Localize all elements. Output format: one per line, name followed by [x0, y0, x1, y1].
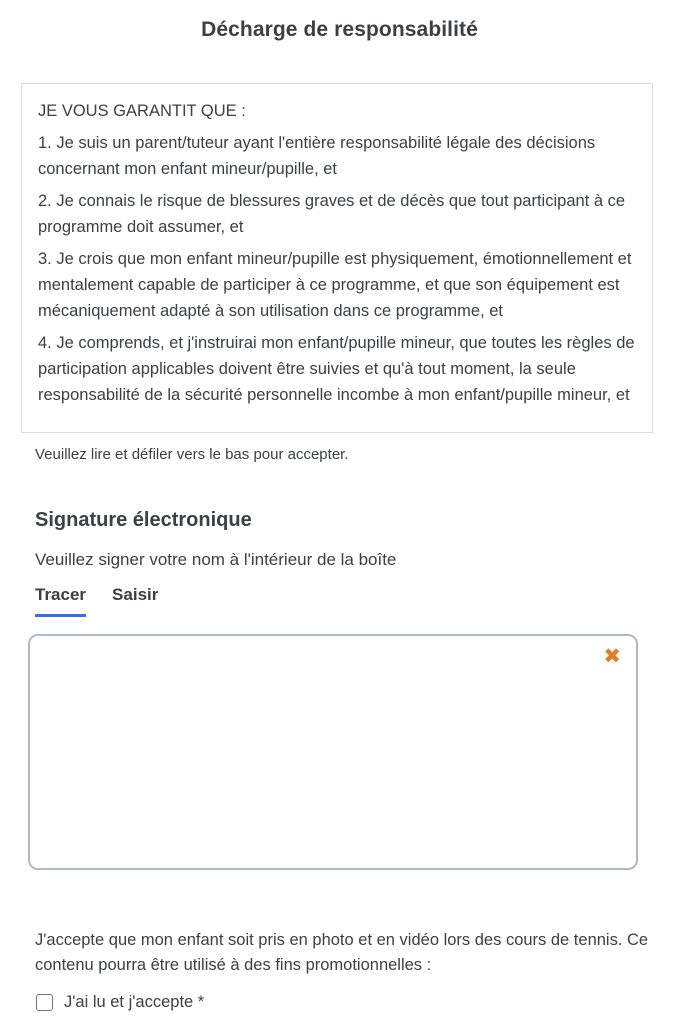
waiver-paragraph-2: 2. Je connais le risque de blessures graves et de décès que tout participant à ce programme doit assumer, et — [38, 192, 626, 236]
photo-consent-text: J'accepte que mon enfant soit pris en photo et en vidéo lors des cours de tennis. Ce contenu pourra être utilisé à des fins promotionnelles : — [35, 931, 649, 974]
tab-draw[interactable]: Tracer — [35, 585, 86, 617]
signature-section-heading: Signature électronique — [35, 509, 252, 531]
tab-type[interactable]: Saisir — [112, 585, 159, 604]
waiver-paragraph-1: 1. Je suis un parent/tuteur ayant l'entière responsabilité légale des décisions concernant mon enfant mineur/pupille, et — [38, 134, 596, 178]
consent-checkbox-label: J'ai lu et j'accepte * — [64, 993, 205, 1011]
clear-signature-icon[interactable]: ✖ — [603, 644, 621, 668]
signature-instruction: Veuillez signer votre nom à l'intérieur de la boîte — [35, 550, 397, 569]
waiver-heading: JE VOUS GARANTIT QUE : — [38, 102, 246, 120]
waiver-paragraph-4: 4. Je comprends, et j'instruirai mon enfant/pupille mineur, que toutes les règles de participation applicables doivent être suivies et qu'à tout moment, la seule responsabilité de la sécurité personnelle incombe à mon enfant/pupille mineur, et — [38, 334, 635, 404]
page-title: Décharge de responsabilité — [201, 18, 478, 41]
consent-checkbox[interactable] — [36, 994, 53, 1011]
signature-draw-area[interactable] — [28, 634, 638, 870]
waiver-terms-scrollbox[interactable] — [21, 83, 653, 433]
signature-mode-tabs — [35, 585, 158, 617]
waiver-paragraph-3: 3. Je crois que mon enfant mineur/pupille est physiquement, émotionnellement et mentalement capable de participer à ce programme, et que son équipement est mécaniquement adapté à son utilisation dans ce programme, et — [38, 250, 632, 320]
scroll-to-accept-hint: Veuillez lire et défiler vers le bas pour accepter. — [35, 446, 349, 463]
consent-checkbox-row[interactable] — [36, 993, 204, 1012]
